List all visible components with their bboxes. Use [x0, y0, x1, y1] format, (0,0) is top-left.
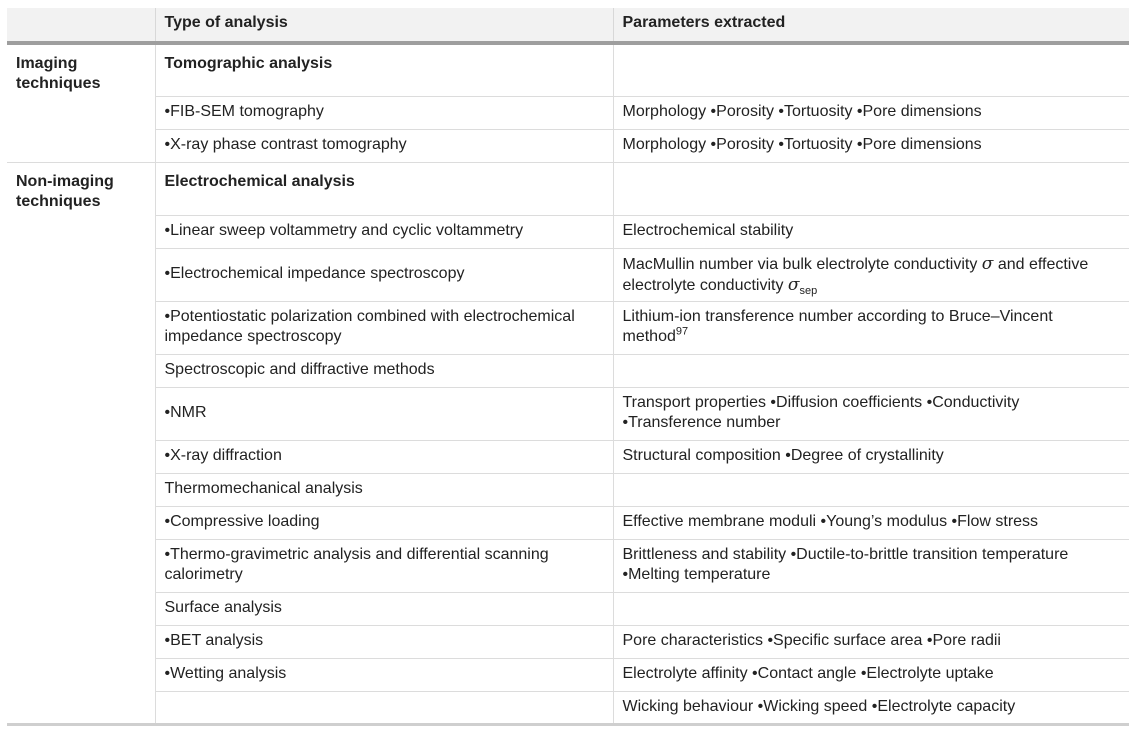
- params-cell: [613, 301, 1129, 354]
- type-cell: •Electrochemical impedance spectroscopy: [155, 248, 613, 301]
- params-cell: Morphology •Porosity •Tortuosity •Pore dimensions: [613, 129, 1129, 162]
- type-cell: •FIB-SEM tomography: [155, 96, 613, 129]
- header-row: [7, 8, 1129, 43]
- header-blank: [7, 8, 155, 43]
- type-cell: [155, 691, 613, 724]
- type-cell: •Potentiostatic polarization combined with electrochemical impedance spectroscopy: [155, 301, 613, 354]
- table-row: [7, 248, 1129, 301]
- params-cell: Wicking behaviour •Wicking speed •Electrolyte capacity: [613, 691, 1129, 724]
- type-cell: •X-ray diffraction: [155, 440, 613, 473]
- group-spacer: [7, 129, 155, 162]
- section-heading: Thermomechanical analysis: [155, 473, 613, 506]
- type-cell: •NMR: [155, 387, 613, 440]
- params-cell: [613, 162, 1129, 215]
- header-parameters-extracted: Parameters extracted: [613, 8, 1129, 43]
- table-row: [7, 658, 1129, 691]
- table-row: [7, 539, 1129, 592]
- table-row: [7, 387, 1129, 440]
- table-row: [7, 625, 1129, 658]
- section-heading: Tomographic analysis: [155, 43, 613, 96]
- group-spacer: [7, 658, 155, 691]
- group-spacer: [7, 301, 155, 354]
- params-text: Lithium-ion transference number according to Bruce–Vincent method: [622, 307, 1053, 345]
- table-row: [7, 301, 1129, 354]
- section-heading: Electrochemical analysis: [155, 162, 613, 215]
- type-cell: •Thermo-gravimetric analysis and differential scanning calorimetry: [155, 539, 613, 592]
- section-heading: Spectroscopic and diffractive methods: [155, 354, 613, 387]
- params-text: and effective electrolyte conductivity: [622, 255, 1089, 294]
- group-spacer: [7, 440, 155, 473]
- group-spacer: [7, 506, 155, 539]
- table-row: [7, 440, 1129, 473]
- section-heading: Surface analysis: [155, 592, 613, 625]
- type-cell: •X-ray phase contrast tomography: [155, 129, 613, 162]
- table-row: [7, 473, 1129, 506]
- table-row: [7, 691, 1129, 724]
- group-spacer: [7, 96, 155, 129]
- params-cell: Transport properties •Diffusion coefficients •Conductivity •Transference number: [613, 387, 1129, 440]
- citation-superscript: 97: [675, 325, 689, 338]
- params-cell: [613, 248, 1129, 301]
- params-cell: Electrochemical stability: [613, 215, 1129, 248]
- table-row: [7, 96, 1129, 129]
- params-cell: [613, 473, 1129, 506]
- type-cell: •Linear sweep voltammetry and cyclic voltammetry: [155, 215, 613, 248]
- group-spacer: [7, 354, 155, 387]
- params-text: MacMullin number via bulk electrolyte conductivity: [622, 255, 982, 273]
- params-cell: Electrolyte affinity •Contact angle •Electrolyte uptake: [613, 658, 1129, 691]
- subscript: sep: [799, 284, 818, 297]
- group-spacer: [7, 691, 155, 724]
- group-non-imaging-techniques: Non-imaging techniques: [7, 162, 155, 215]
- table-row: [7, 162, 1129, 215]
- group-spacer: [7, 248, 155, 301]
- type-cell: •Wetting analysis: [155, 658, 613, 691]
- group-spacer: [7, 215, 155, 248]
- params-cell: [613, 43, 1129, 96]
- group-spacer: [7, 592, 155, 625]
- group-imaging-techniques: Imaging techniques: [7, 43, 155, 96]
- sigma-symbol: σ: [787, 274, 800, 295]
- type-cell: •BET analysis: [155, 625, 613, 658]
- group-spacer: [7, 539, 155, 592]
- type-cell: •Compressive loading: [155, 506, 613, 539]
- params-cell: [613, 592, 1129, 625]
- params-cell: Effective membrane moduli •Young’s modulus •Flow stress: [613, 506, 1129, 539]
- table-row: [7, 354, 1129, 387]
- sigma-symbol: σ: [981, 253, 994, 274]
- params-cell: Pore characteristics •Specific surface area •Pore radii: [613, 625, 1129, 658]
- analysis-table: [7, 8, 1129, 726]
- group-spacer: [7, 625, 155, 658]
- table-row: [7, 506, 1129, 539]
- params-cell: [613, 354, 1129, 387]
- header-type-of-analysis: Type of analysis: [155, 8, 613, 43]
- table-row: [7, 129, 1129, 162]
- params-cell: Structural composition •Degree of crystallinity: [613, 440, 1129, 473]
- params-cell: Brittleness and stability •Ductile-to-brittle transition temperature •Melting temperature: [613, 539, 1129, 592]
- table-row: [7, 592, 1129, 625]
- table-row: [7, 215, 1129, 248]
- group-spacer: [7, 387, 155, 440]
- table-row: [7, 43, 1129, 96]
- params-cell: Morphology •Porosity •Tortuosity •Pore dimensions: [613, 96, 1129, 129]
- group-spacer: [7, 473, 155, 506]
